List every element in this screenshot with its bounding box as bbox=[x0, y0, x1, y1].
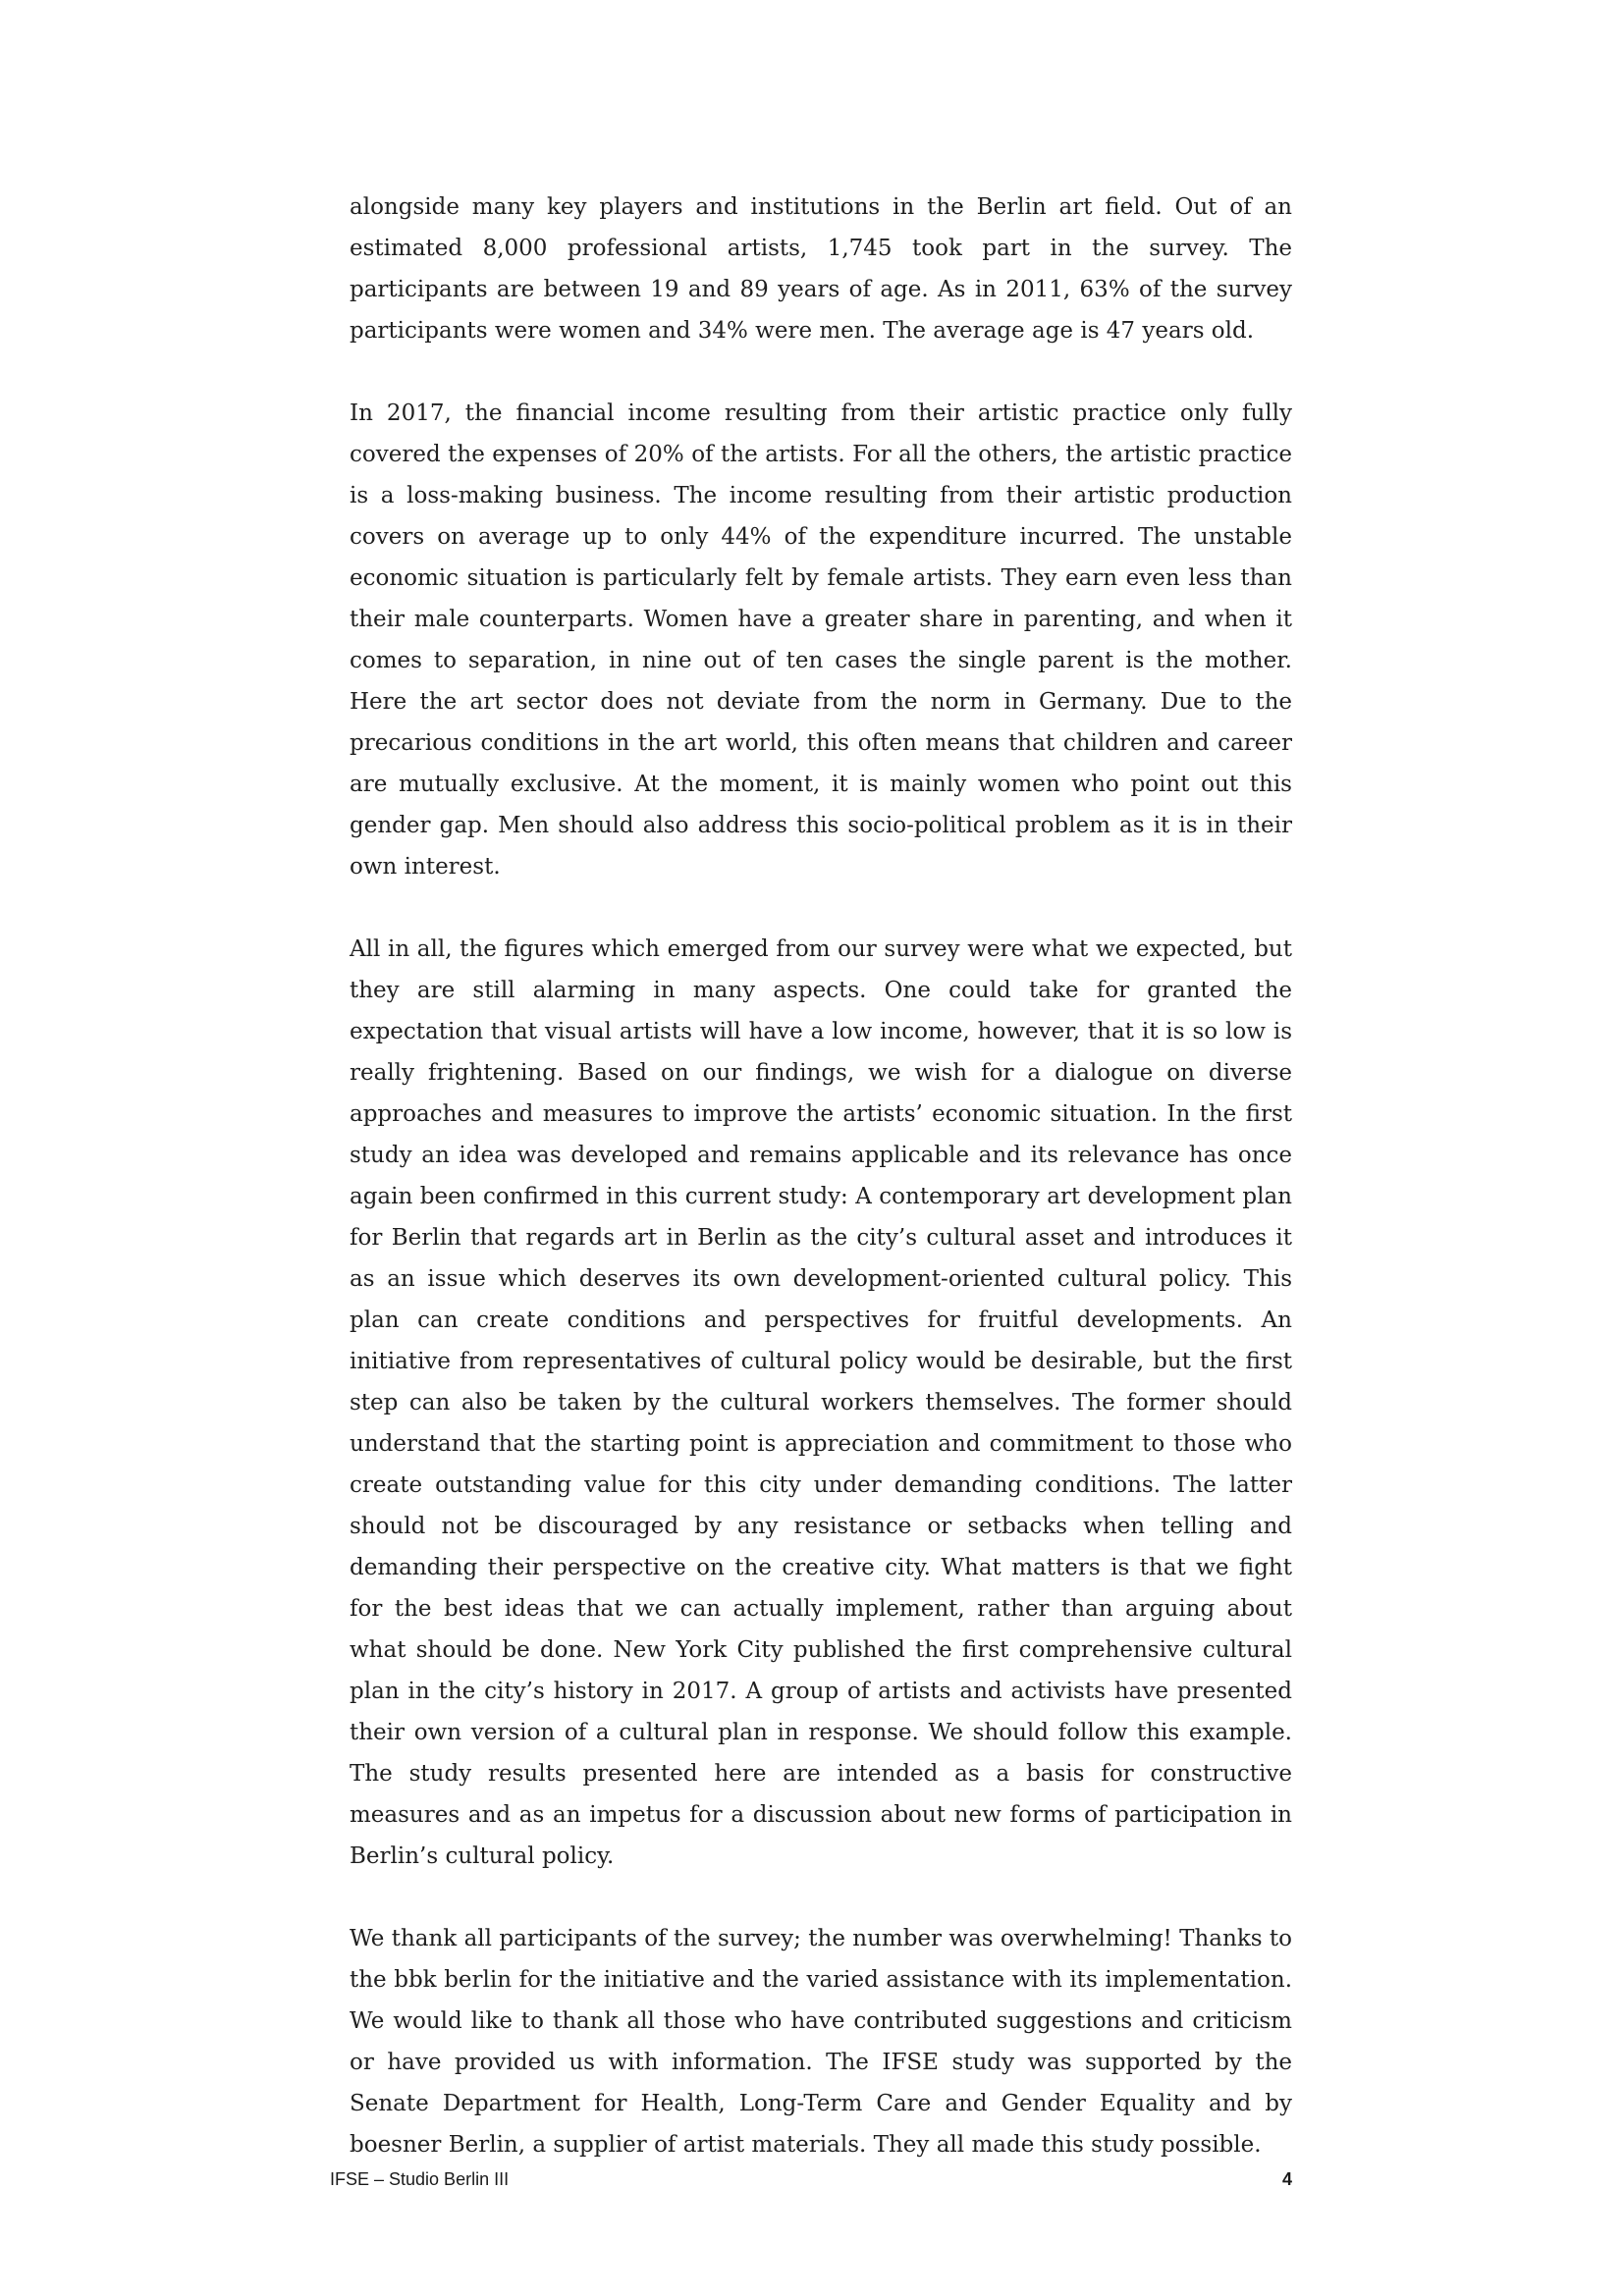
page-number: 4 bbox=[1281, 2169, 1292, 2189]
paragraph-2: In 2017, the financial income resulting from their artistic practice only fully covered the expenses of 20% of the artists. For all the others, the artistic practice is a loss-making business. The income resulting from their artistic production covers on average up to only 44% of the expenditure incurred. The unstable economic situation is particularly felt by female artists. They earn even less than their male counterparts. Women have a greater share in parenting, and when it comes to separation, in nine out of ten cases the single parent is the mother. Here the art sector does not deviate from the norm in Germany. Due to the precarious conditions in the art world, this often means that children and career are mutually exclusive. At the moment, it is mainly women who point out this gender gap. Men should also address this socio-political problem as it is in their own interest. bbox=[350, 400, 1292, 880]
page-footer bbox=[330, 2169, 1292, 2199]
paragraph-4: We thank all participants of the survey; the number was overwhelming! Thanks to the bbk berlin for the initiative and the varied assistance with its implementation. We would like to thank all those who have contributed suggestions and criticism or have provided us with information. The IFSE study was supported by the Senate Department for Health, Long-Term Care and Gender Equality and by boesner Berlin, a supplier of artist materials. They all made this study possible. bbox=[350, 1926, 1292, 2158]
paragraph-3: All in all, the figures which emerged from our survey were what we expected, but they are still alarming in many aspects. One could take for granted the expectation that visual artists will have a low income, however, that it is so low is really frightening. Based on our findings, we wish for a dialogue on diverse approaches and measures to improve the artists’ economic situation. In the first study an idea was developed and remains applicable and its relevance has once again been confirmed in this current study: A contemporary art development plan for Berlin that regards art in Berlin as the city’s cultural asset and introduces it as an issue which deserves its own development-oriented cultural policy. This plan can create conditions and perspectives for fruitful developments. An initiative from representatives of cultural policy would be desirable, but the first step can also be taken by the cultural workers themselves. The former should understand that the starting point is appreciation and commitment to those who create outstanding value for this city under demanding conditions. The latter should not be discouraged by any resistance or setbacks when telling and demanding their perspective on the creative city. What matters is that we fight for the best ideas that we can actually implement, rather than arguing about what should be done. New York City published the first comprehensive cultural plan in the city’s history in 2017. A group of artists and activists have presented their own version of a cultural plan in response. We should follow this example. The study results presented here are intended as a basis for constructive measures and as an impetus for a discussion about new forms of participation in Berlin’s cultural policy. bbox=[350, 936, 1292, 1869]
body-text bbox=[350, 187, 1292, 2207]
footer-publication-title: IFSE – Studio Berlin III bbox=[330, 2169, 510, 2189]
paragraph-1: alongside many key players and institutions in the Berlin art field. Out of an estimated 8,000 professional artists, 1,745 took part in the survey. The participants are between 19 and 89 years of age. As in 2011, 63% of the survey participants were women and 34% were men. The average age is 47 years old. bbox=[350, 194, 1292, 344]
